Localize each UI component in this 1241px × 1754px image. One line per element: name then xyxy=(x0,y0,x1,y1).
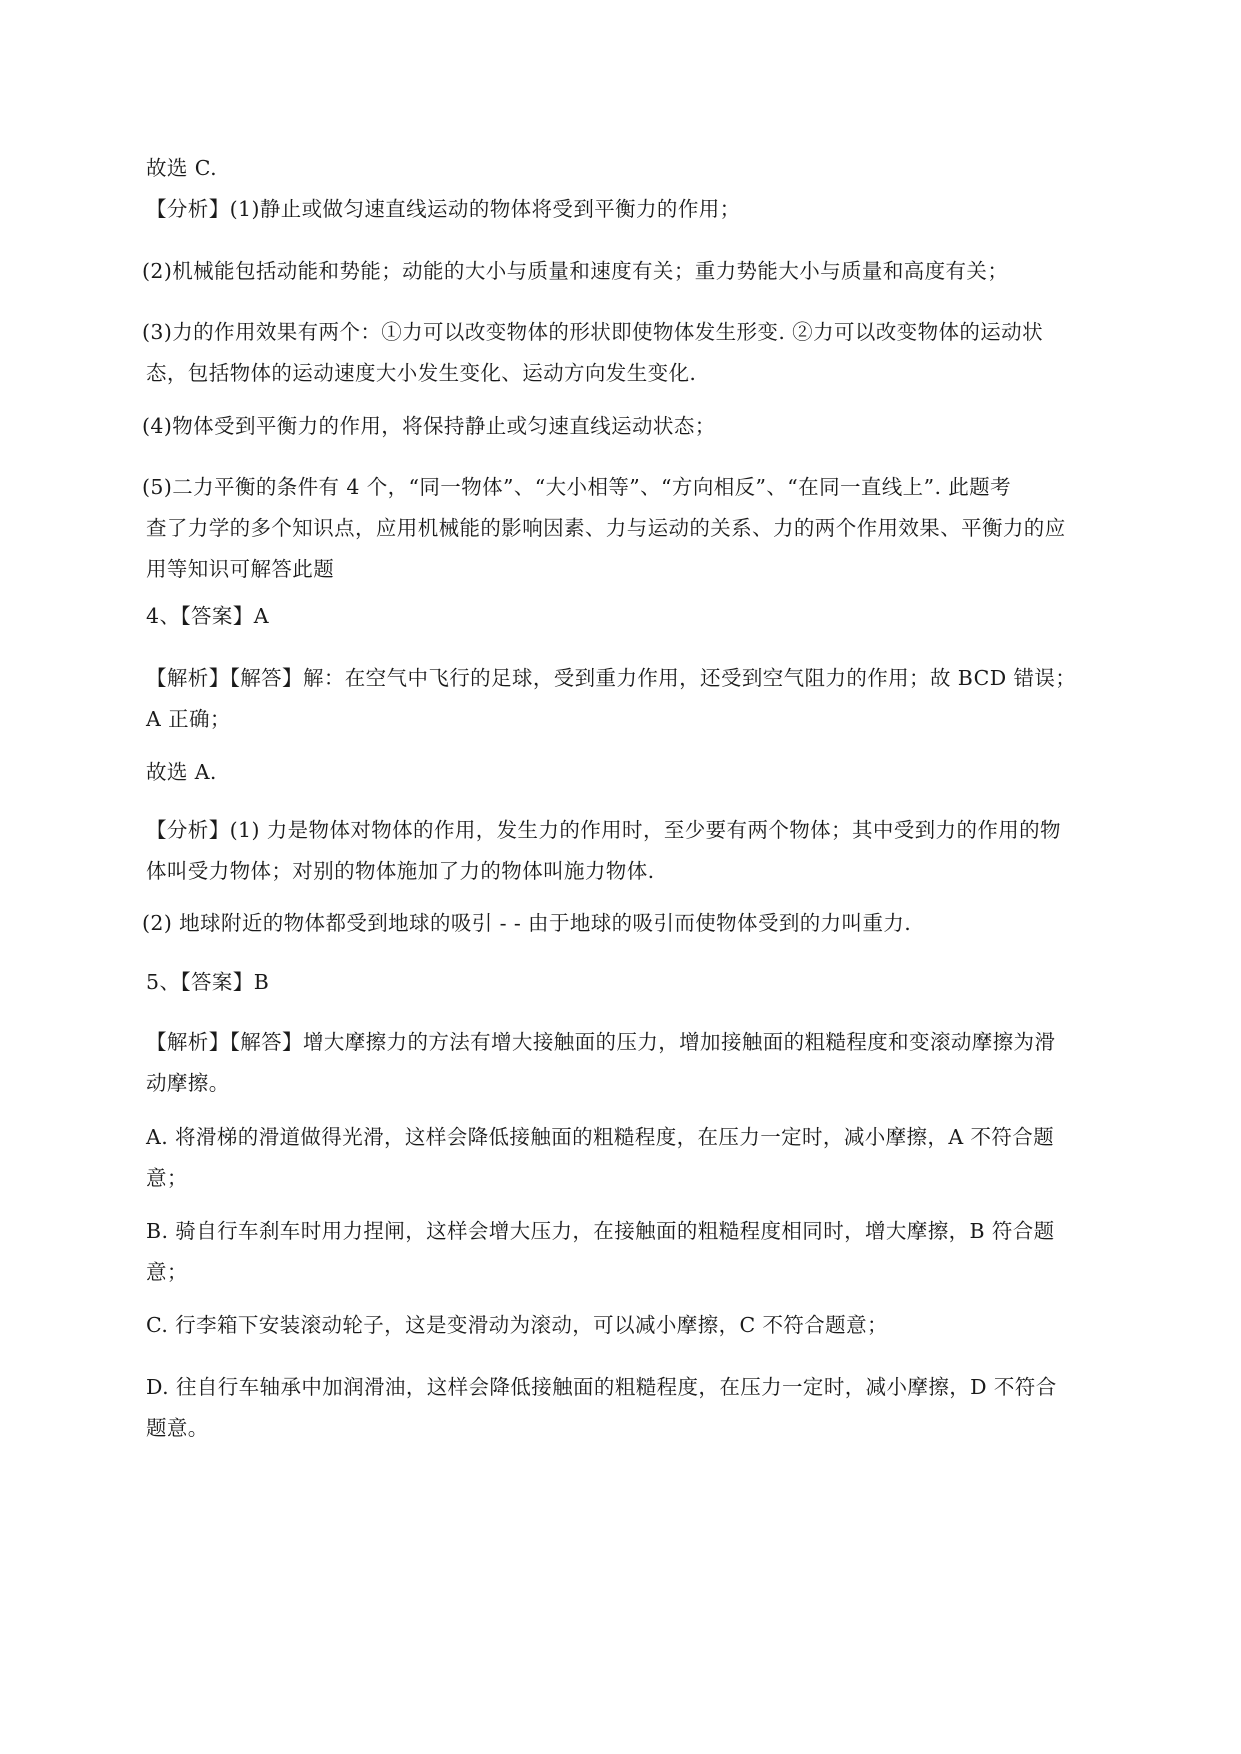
conclusion-choose-c xyxy=(146,148,1146,189)
analysis-point-1 xyxy=(146,189,1146,230)
option-b-analysis xyxy=(146,1211,1146,1293)
text-line: 题意。 xyxy=(146,1416,209,1440)
text-line: A. 将滑梯的滑道做得光滑，这样会降低接触面的粗糙程度，在压力一定时，减小摩擦，A 不符合题 xyxy=(146,1125,1055,1149)
analysis-point-2 xyxy=(142,251,1142,292)
answer-5-explanation xyxy=(146,1022,1146,1104)
text-line: B. 骑自行车刹车时用力捏闸，这样会增大压力，在接触面的粗糙程度相同时，增大摩擦，B 符合题 xyxy=(146,1219,1055,1243)
text-line: A 正确； xyxy=(146,707,231,731)
text-line: 查了力学的多个知识点，应用机械能的影响因素、力与运动的关系、力的两个作用效果、平衡力的应 xyxy=(146,516,1066,540)
answer-4-heading xyxy=(146,596,1146,637)
analysis-point-3 xyxy=(142,312,1142,394)
answer-4-analysis-1 xyxy=(146,810,1146,892)
option-c-analysis xyxy=(146,1305,1146,1346)
text-line: (4)物体受到平衡力的作用，将保持静止或匀速直线运动状态； xyxy=(142,414,716,438)
text-line: (3)力的作用效果有两个：①力可以改变物体的形状即使物体发生形变. ②力可以改变物体的运动状 xyxy=(142,320,1043,344)
text-line: 故选 A. xyxy=(146,760,217,784)
text-line: 意； xyxy=(146,1260,188,1284)
text-line: 意； xyxy=(146,1166,188,1190)
analysis-point-4 xyxy=(142,406,1142,447)
text-line: 【分析】(1)静止或做匀速直线运动的物体将受到平衡力的作用； xyxy=(146,197,741,221)
text-line: (2)机械能包括动能和势能；动能的大小与质量和速度有关；重力势能大小与质量和高度有关； xyxy=(142,259,1009,283)
text-line: (5)二力平衡的条件有 4 个，“同一物体”、“大小相等”、“方向相反”、“在同一直线上”. 此题考 xyxy=(142,475,1011,499)
text-line: 态，包括物体的运动速度大小发生变化、运动方向发生变化. xyxy=(146,361,697,385)
conclusion-choose-a xyxy=(146,752,1146,793)
text-line: 动摩擦。 xyxy=(146,1071,230,1095)
text-line: C. 行李箱下安装滚动轮子，这是变滑动为滚动，可以减小摩擦，C 不符合题意； xyxy=(146,1313,888,1337)
text-line: 故选 C. xyxy=(146,156,217,180)
text-line: 5、【答案】B xyxy=(146,970,270,994)
text-line: 【解析】【解答】解：在空气中飞行的足球，受到重力作用，还受到空气阻力的作用；故 BCD 错误； xyxy=(146,666,1077,690)
text-line: 4、【答案】A xyxy=(146,604,269,628)
answer-5-heading xyxy=(146,962,1146,1003)
text-line: 【解析】【解答】增大摩擦力的方法有增大接触面的压力，增加接触面的粗糙程度和变滚动摩擦为滑 xyxy=(146,1030,1056,1054)
analysis-point-5 xyxy=(142,467,1142,590)
text-line: D. 往自行车轴承中加润滑油，这样会降低接触面的粗糙程度，在压力一定时，减小摩擦，D 不符合 xyxy=(146,1375,1057,1399)
option-d-analysis xyxy=(146,1367,1146,1449)
text-line: 体叫受力物体；对别的物体施加了力的物体叫施力物体. xyxy=(146,859,655,883)
text-line: (2) 地球附近的物体都受到地球的吸引 - - 由于地球的吸引而使物体受到的力叫重力. xyxy=(142,911,912,935)
answer-4-explanation xyxy=(146,658,1146,740)
text-line: 【分析】(1) 力是物体对物体的作用，发生力的作用时，至少要有两个物体；其中受到力的作用的物 xyxy=(146,818,1061,842)
answer-4-analysis-2 xyxy=(142,903,1142,944)
option-a-analysis xyxy=(146,1117,1146,1199)
text-line: 用等知识可解答此题 xyxy=(146,557,335,581)
